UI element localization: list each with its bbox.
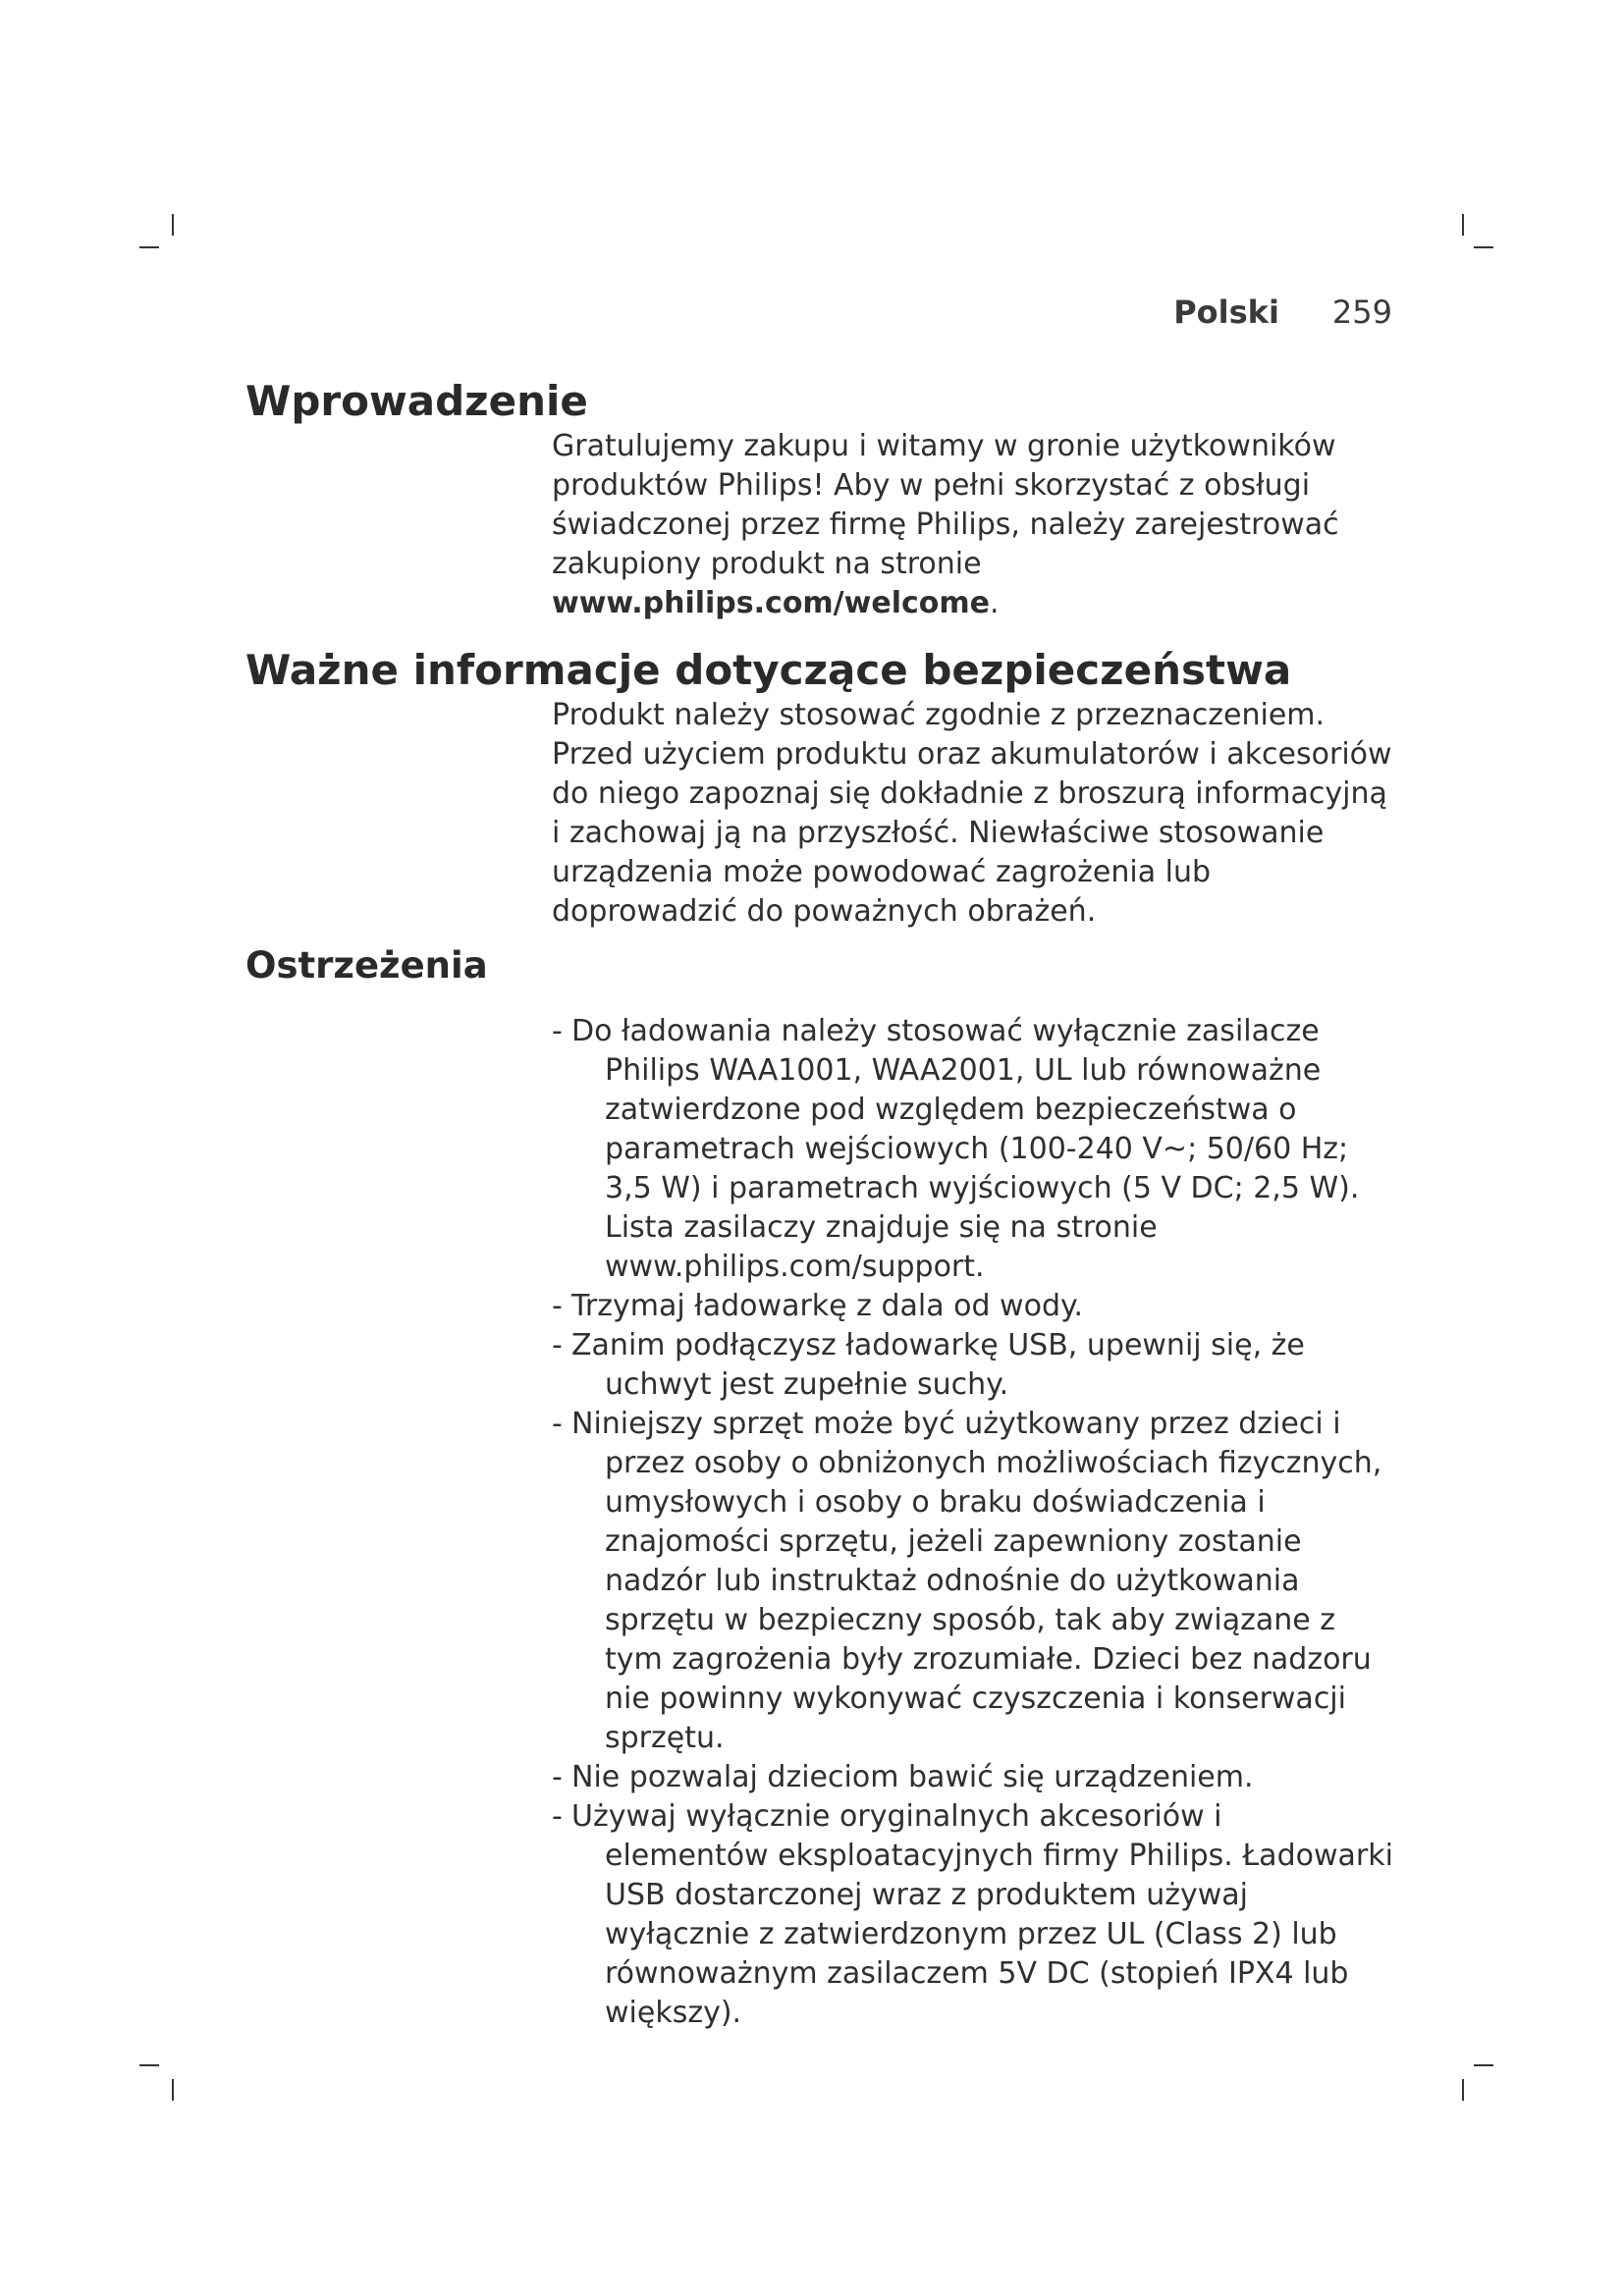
crop-mark-bottom-right-h (1474, 2064, 1493, 2066)
warnings-list (552, 1012, 1394, 2033)
crop-mark-top-left-h (139, 246, 159, 248)
bullet-dash: - (552, 1328, 563, 1362)
bullet-dash: - (552, 1407, 563, 1441)
heading-warnings: Ostrzeżenia (245, 944, 488, 987)
section-safety (245, 645, 1394, 932)
crop-mark-top-right-h (1474, 246, 1493, 248)
list-item (552, 1797, 1394, 2033)
intro-body (552, 427, 1394, 623)
list-item (552, 1012, 1394, 1287)
bullet-dash: - (552, 1014, 563, 1048)
intro-paragraph (552, 427, 1394, 623)
safety-paragraph: Produkt należy stosować zgodnie z przeznaczeniem. Przed użyciem produktu oraz akumulatorów i akcesoriów do niego zapoznaj się dokładnie z broszurą informacyjną i zachowaj ją na przyszłość. Niewłaściwe stosowanie urządzenia może powodować zagrożenia lub doprowadzić do poważnych obrażeń. (552, 698, 1392, 929)
crop-mark-top-left-v (172, 214, 174, 236)
intro-text: Gratulujemy zakupu i witamy w gronie użytkowników produktów Philips! Aby w pełni skorzystać z obsługi świadczonej przez firmę Philips, należy zarejestrować zakupiony produkt na stronie (552, 429, 1339, 581)
section-warnings (245, 943, 1394, 2033)
header-language: Polski (1173, 294, 1279, 331)
bullet-dash: - (552, 1760, 563, 1794)
list-item (552, 1405, 1394, 1758)
crop-mark-bottom-left-h (139, 2064, 159, 2066)
crop-mark-bottom-right-v (1462, 2079, 1464, 2101)
warning-text: Nie pozwalaj dzieciom bawić się urządzeniem. (571, 1760, 1254, 1794)
section-intro (245, 376, 1394, 623)
list-item (552, 1326, 1394, 1405)
page-number: 259 (1331, 294, 1392, 331)
bullet-dash: - (552, 1289, 563, 1323)
warning-text: Do ładowania należy stosować wyłącznie zasilacze Philips WAA1001, WAA2001, UL lub równoważne zatwierdzone pod względem bezpieczeństwa o parametrach wejściowych (100-240 V~; 50/60 Hz; 3,5 W) i parametrach wyjściowych (5 V DC; 2,5 W). Lista zasilaczy znajduje się na stronie www.philips.com/support. (571, 1014, 1360, 1284)
warning-text: Trzymaj ładowarkę z dala od wody. (571, 1289, 1084, 1323)
warning-text: Używaj wyłącznie oryginalnych akcesoriów i elementów eksploatacyjnych firmy Philips. Ładowarki USB dostarczonej wraz z produktem używaj wyłącznie z zatwierdzonym przez UL (Class 2) lub równoważnym zasilaczem 5V DC (stopień IPX4 lub większy). (571, 1799, 1393, 2030)
running-header (1173, 293, 1392, 332)
crop-mark-top-right-v (1462, 214, 1464, 236)
list-item (552, 1758, 1394, 1797)
warning-text: Niniejszy sprzęt może być użytkowany przez dzieci i przez osoby o obniżonych możliwościach fizycznych, umysłowych i osoby o braku doświadczenia i znajomości sprzętu, jeżeli zapewniony zostanie nadzór lub instruktaż odnośnie do użytkowania sprzętu w bezpieczny sposób, tak aby związane z tym zagrożenia były zrozumiałe. Dzieci bez nadzoru nie powinny wykonywać czyszczenia i konserwacji sprzętu. (571, 1407, 1382, 1755)
warning-text: Zanim podłączysz ładowarkę USB, upewnij się, że uchwyt jest zupełnie suchy. (571, 1328, 1305, 1402)
welcome-link[interactable]: www.philips.com/welcome (552, 586, 990, 620)
heading-safety: Ważne informacje dotyczące bezpieczeństwa (245, 646, 1292, 694)
heading-intro: Wprowadzenie (245, 377, 588, 425)
safety-body (552, 696, 1394, 932)
list-item (552, 1287, 1394, 1326)
crop-mark-bottom-left-v (172, 2079, 174, 2101)
bullet-dash: - (552, 1799, 563, 1834)
warnings-body (552, 1012, 1394, 2033)
page-content (245, 376, 1394, 2033)
intro-link-suffix: . (990, 586, 1000, 620)
